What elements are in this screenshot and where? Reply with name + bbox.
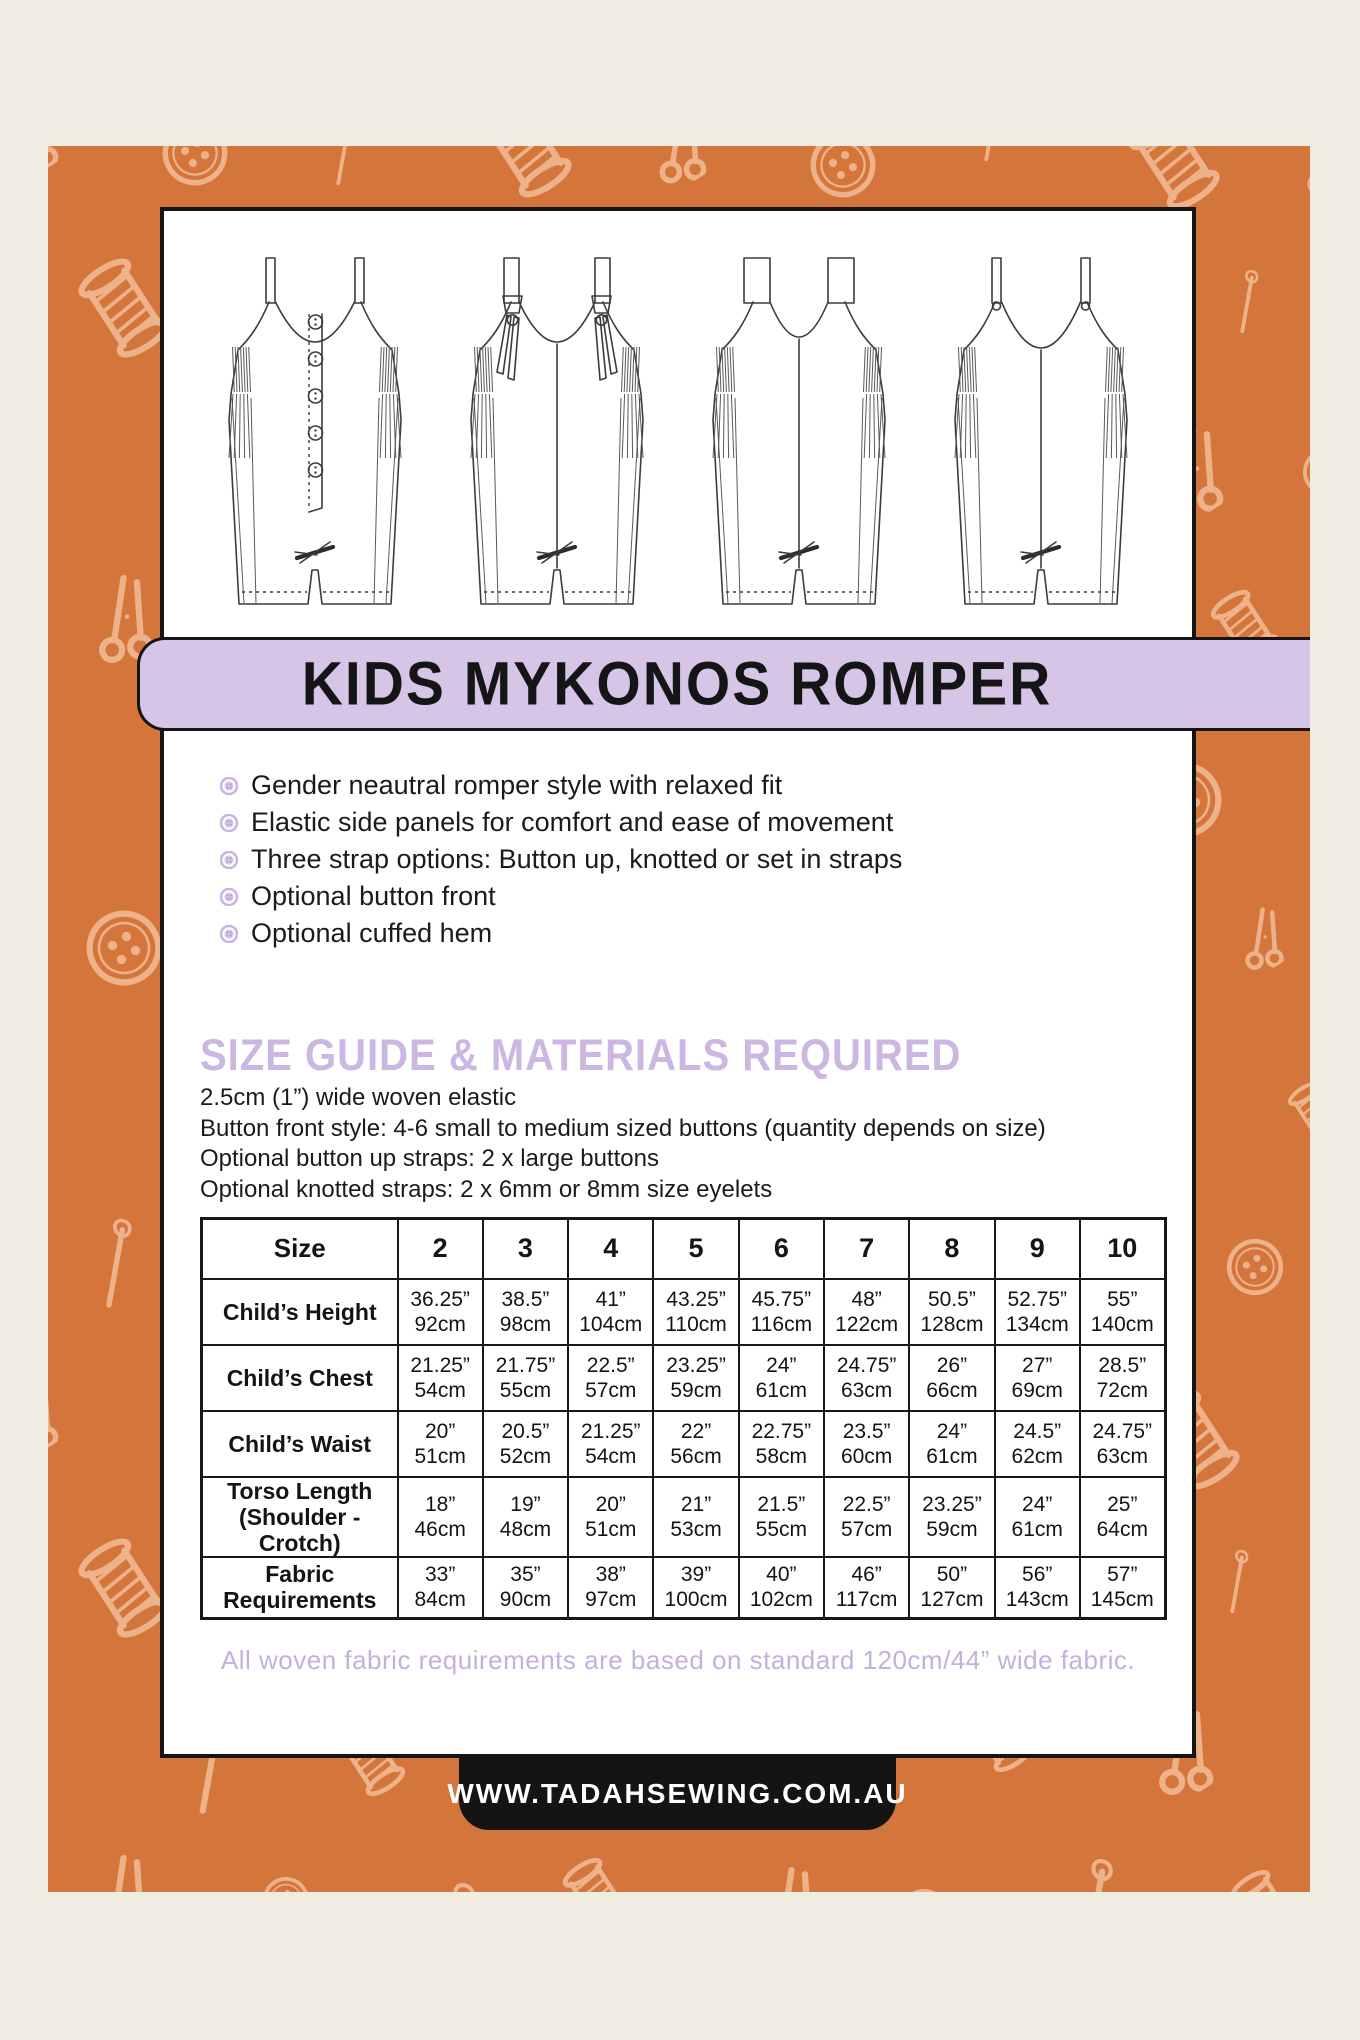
measurement-cell: 22.5” 57cm (824, 1477, 909, 1557)
feature-item (220, 767, 902, 804)
row-label-cell: Torso Length (Shoulder - Crotch) (202, 1477, 398, 1557)
measurement-cell: 40” 102cm (739, 1557, 824, 1619)
measurement-cell: 56” 143cm (995, 1557, 1080, 1619)
measurement-cell: 24.5” 62cm (995, 1411, 1080, 1477)
measurement-cell: 35” 90cm (483, 1557, 568, 1619)
measurement-cell: 38.5” 98cm (483, 1279, 568, 1345)
needle-icon (1204, 256, 1293, 345)
measurement-cell: 24” 61cm (995, 1477, 1080, 1557)
needle-icon (300, 146, 389, 196)
romper-flat-set-in-straps (688, 252, 910, 632)
size-header-cell: Size (202, 1219, 398, 1279)
size-column-header: 10 (1080, 1219, 1165, 1279)
button-bullet-icon (220, 925, 238, 943)
measurement-cell: 22.75” 58cm (739, 1411, 824, 1477)
measurement-cell: 21.5” 55cm (739, 1477, 824, 1557)
scissors-icon (621, 146, 729, 201)
button-bullet-icon (220, 888, 238, 906)
measurement-cell: 52.75” 134cm (995, 1279, 1080, 1345)
materials-line: 2.5cm (1”) wide woven elastic (200, 1084, 517, 1111)
size-table (200, 1217, 1167, 1620)
materials-line: Optional knotted straps: 2 x 6mm or 8mm size eyelets (200, 1175, 773, 1203)
scissors-icon (1214, 896, 1303, 985)
measurement-cell: 46” 117cm (824, 1557, 909, 1619)
button-icon (242, 1856, 331, 1892)
size-guide-heading: SIZE GUIDE & MATERIALS REQUIRED (200, 1031, 962, 1081)
measurement-cell: 57” 145cm (1080, 1557, 1165, 1619)
feature-text: Optional cuffed hem (251, 918, 493, 948)
thread-spool-icon (1211, 1853, 1310, 1892)
feature-text: Elastic side panels for comfort and ease of movement (251, 807, 894, 837)
feature-item (220, 804, 902, 841)
button-icon (880, 1868, 969, 1892)
button-bullet-icon (220, 814, 238, 832)
measurement-cell: 48” 122cm (824, 1279, 909, 1345)
size-column-header: 4 (568, 1219, 653, 1279)
romper-flat-knotted-straps (446, 252, 668, 632)
needle-icon (1024, 1836, 1168, 1892)
measurement-cell: 43.25” 110cm (653, 1279, 738, 1345)
size-column-header: 2 (398, 1219, 483, 1279)
measurement-cell: 50.5” 128cm (909, 1279, 994, 1345)
needle-icon (48, 721, 81, 829)
row-label-cell: Fabric Requirements (202, 1557, 398, 1619)
size-column-header: 8 (909, 1219, 994, 1279)
needle-icon (1289, 745, 1310, 853)
thread-spool-icon (48, 1044, 64, 1133)
measurement-cell: 19” 48cm (483, 1477, 568, 1557)
feature-text: Three strap options: Button up, knotted or set in straps (251, 844, 903, 874)
measurement-cell: 33” 84cm (398, 1557, 483, 1619)
measurement-cell: 45.75” 116cm (739, 1279, 824, 1345)
scissors-icon (1279, 1385, 1310, 1493)
needle-icon (1194, 1536, 1283, 1625)
size-column-header: 9 (995, 1219, 1080, 1279)
measurement-cell: 21.25” 54cm (398, 1345, 483, 1411)
measurement-cell: 24.75” 63cm (824, 1345, 909, 1411)
button-icon (48, 1684, 64, 1773)
measurement-cell: 55” 140cm (1080, 1279, 1165, 1345)
feature-list (220, 767, 902, 952)
title-banner (137, 637, 1310, 731)
materials-line: Optional button up straps: 2 x large buttons (200, 1145, 659, 1172)
orange-frame-panel (48, 146, 1310, 1892)
fabric-note: All woven fabric requirements are based on standard 120cm/44” wide fabric. (220, 1645, 1136, 1675)
measurement-cell: 22” 56cm (653, 1411, 738, 1477)
measurement-cell: 50” 127cm (909, 1557, 994, 1619)
scissors-icon (55, 1839, 179, 1892)
materials-line: Button front style: 4-6 small to medium sized buttons (quantity depends on size) (200, 1114, 1046, 1142)
website-url: WWW.TADAHSEWING.COM.AU (447, 1778, 908, 1809)
button-icon (1201, 1213, 1309, 1321)
scissors-icon (1269, 146, 1310, 213)
measurement-cell: 23.5” 60cm (824, 1411, 909, 1477)
measurement-cell: 24” 61cm (739, 1345, 824, 1411)
measurement-cell: 25” 64cm (1080, 1477, 1165, 1557)
pattern-title: KIDS MYKONOS ROMPER (301, 649, 1053, 719)
size-column-header: 5 (653, 1219, 738, 1279)
measurement-cell: 41” 104cm (568, 1279, 653, 1345)
table-header-row (202, 1219, 1166, 1279)
table-row (202, 1411, 1166, 1477)
scissors-icon (48, 1361, 81, 1469)
table-row (202, 1345, 1166, 1411)
technical-drawing-strip (164, 252, 1192, 637)
feature-text: Gender neautral romper style with relaxed fit (251, 770, 783, 800)
romper-flat-back-view (930, 252, 1152, 632)
feature-text: Optional button front (251, 881, 496, 911)
measurement-cell: 20.5” 52cm (483, 1411, 568, 1477)
scissors-icon (723, 1851, 847, 1892)
size-column-header: 6 (739, 1219, 824, 1279)
romper-flat-button-front (204, 252, 426, 632)
measurement-cell: 20” 51cm (398, 1411, 483, 1477)
materials-list (200, 1083, 1046, 1205)
thread-spool-icon (543, 1841, 651, 1892)
table-row (202, 1557, 1166, 1619)
needle-icon (386, 1860, 530, 1892)
needle-icon (948, 146, 1037, 172)
feature-item (220, 878, 902, 915)
size-column-header: 7 (824, 1219, 909, 1279)
measurement-cell: 23.25” 59cm (909, 1477, 994, 1557)
measurement-cell: 20” 51cm (568, 1477, 653, 1557)
feature-item (220, 841, 902, 878)
measurement-cell: 39” 100cm (653, 1557, 738, 1619)
measurement-cell: 26” 66cm (909, 1345, 994, 1411)
measurement-cell: 28.5” 72cm (1080, 1345, 1165, 1411)
row-label-cell: Child’s Chest (202, 1345, 398, 1411)
measurement-cell: 27” 69cm (995, 1345, 1080, 1411)
measurement-cell: 23.25” 59cm (653, 1345, 738, 1411)
button-icon (133, 146, 257, 215)
measurement-cell: 21.75” 55cm (483, 1345, 568, 1411)
table-row (202, 1279, 1166, 1345)
measurement-cell: 24” 61cm (909, 1411, 994, 1477)
measurement-cell: 38” 97cm (568, 1557, 653, 1619)
button-icon (1292, 1708, 1310, 1797)
button-bullet-icon (220, 851, 238, 869)
measurement-cell: 21” 53cm (653, 1477, 738, 1557)
feature-item (220, 915, 902, 952)
measurement-cell: 24.75” 63cm (1080, 1411, 1165, 1477)
size-column-header: 3 (483, 1219, 568, 1279)
scissors-icon (48, 146, 81, 189)
thread-spool-icon (1272, 1068, 1310, 1157)
measurement-cell: 21.25” 54cm (568, 1411, 653, 1477)
table-row (202, 1477, 1166, 1557)
button-bullet-icon (220, 777, 238, 795)
row-label-cell: Child’s Waist (202, 1411, 398, 1477)
content-panel (160, 207, 1196, 1758)
website-badge (447, 1758, 908, 1830)
button-icon (1282, 428, 1310, 517)
measurement-cell: 18” 46cm (398, 1477, 483, 1557)
button-icon (48, 404, 64, 493)
row-label-cell: Child’s Height (202, 1279, 398, 1345)
measurement-cell: 36.25” 92cm (398, 1279, 483, 1345)
measurement-cell: 22.5” 57cm (568, 1345, 653, 1411)
